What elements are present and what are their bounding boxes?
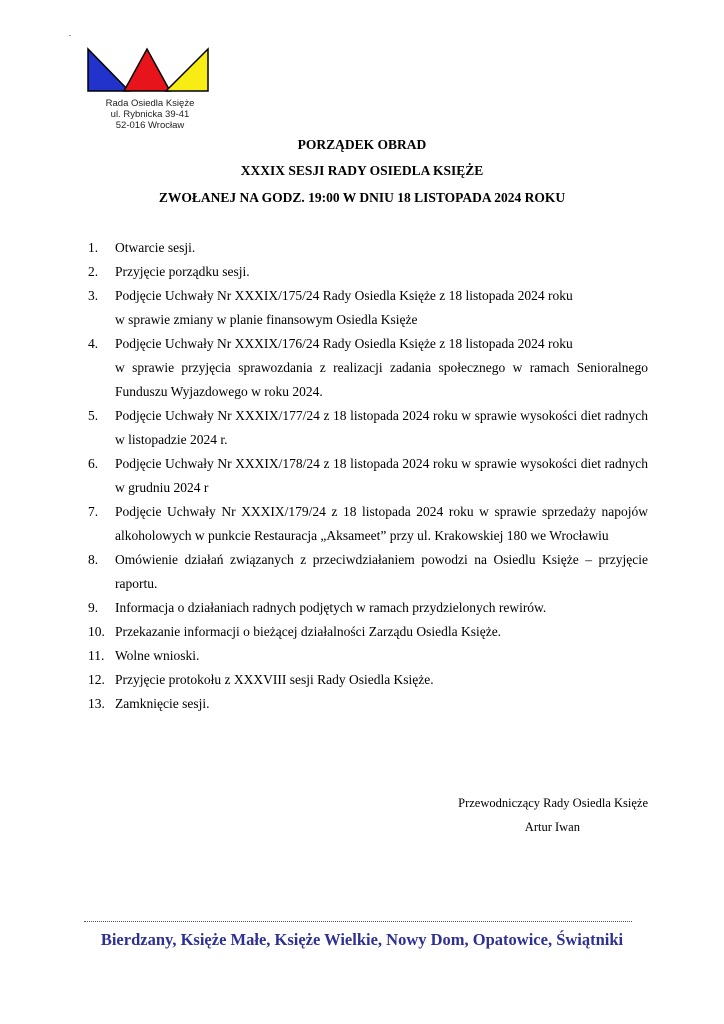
footer-divider [84, 921, 632, 922]
signature-name: Artur Iwan [524, 820, 580, 834]
signature-role: Przewodniczący Rady Osiedla Księże [458, 796, 648, 810]
agenda-item-text: Podjęcie Uchwały Nr XXXIX/177/24 z 18 listopada 2024 roku w sprawie wysokości diet radnych w listopadzie 2024 r. [115, 408, 648, 447]
agenda-item [88, 596, 648, 620]
agenda-item [88, 548, 648, 596]
agenda-item-text: Informacja o działaniach radnych podjętych w ramach przydzielonych rewirów. [115, 600, 547, 615]
agenda-item-number: 12. [88, 672, 105, 687]
agenda-item-number: 10. [88, 624, 105, 639]
agenda-item-text: Zamknięcie sesji. [115, 696, 210, 711]
agenda-item-number: 5. [88, 408, 99, 423]
agenda-item-text: Przekazanie informacji o bieżącej działalności Zarządu Osiedla Księże. [115, 624, 502, 639]
signature-block [458, 791, 648, 839]
agenda-item [88, 668, 648, 692]
logo-line-street: ul. Rybnicka 39-41 [110, 109, 190, 120]
agenda-list [88, 236, 648, 716]
agenda-item [88, 500, 648, 548]
agenda-item-text: Podjęcie Uchwały Nr XXXIX/176/24 Rady Osiedla Księże z 18 listopada 2024 roku [115, 336, 573, 351]
agenda-item [88, 692, 648, 716]
logo-line-name: Rada Osiedla Księże [105, 98, 195, 109]
council-logo [86, 43, 214, 141]
document-title: PORZĄDEK OBRAD [297, 137, 427, 152]
agenda-item [88, 620, 648, 644]
agenda-item [88, 260, 648, 284]
agenda-item-number: 8. [88, 552, 99, 567]
agenda-item-text: Otwarcie sesji. [115, 240, 196, 255]
agenda-item-number: 3. [88, 288, 99, 303]
session-title: XXXIX SESJI RADY OSIEDLA KSIĘŻE [240, 163, 484, 178]
agenda-item [88, 332, 648, 404]
agenda-item-number: 4. [88, 336, 99, 351]
agenda-item [88, 452, 648, 500]
logo-triangles-icon [86, 43, 214, 99]
agenda-item-text: Podjęcie Uchwały Nr XXXIX/179/24 z 18 listopada 2024 roku w sprawie sprzedaży napojów alkoholowych w punkcie Restauracja „Aksameet” przy ul. Krakowskiej 180 we Wrocławiu [115, 504, 648, 543]
agenda-item [88, 284, 648, 332]
agenda-item-number: 1. [88, 240, 99, 255]
agenda-item-text: Omówienie działań związanych z przeciwdziałaniem powodzi na Osiedlu Księże – przyjęcie raportu. [115, 552, 648, 591]
agenda-item-number: 13. [88, 696, 105, 711]
footer-districts: Bierdzany, Księże Małe, Księże Wielkie, Nowy Dom, Opatowice, Świątniki [100, 930, 624, 949]
logo-address [86, 98, 214, 131]
agenda-item-text: w sprawie zmiany w planie finansowym Osiedla Księże [115, 312, 418, 327]
agenda-item-text: w sprawie przyjęcia sprawozdania z realizacji zadania społecznego w ramach Senioralnego Funduszu Wyjazdowego w roku 2024. [115, 360, 648, 399]
agenda-item-number: 2. [88, 264, 99, 279]
agenda-item [88, 404, 648, 452]
agenda-item-number: 11. [88, 648, 105, 663]
agenda-item-number: 9. [88, 600, 99, 615]
session-date-line: ZWOŁANEJ NA GODZ. 19:00 W DNIU 18 LISTOPADA 2024 ROKU [158, 190, 566, 205]
agenda-item [88, 644, 648, 668]
logo-line-city: 52-016 Wrocław [115, 120, 185, 131]
agenda-item-text: Podjęcie Uchwały Nr XXXIX/175/24 Rady Osiedla Księże z 18 listopada 2024 roku [115, 288, 573, 303]
agenda-item-number: 6. [88, 456, 99, 471]
agenda-item [88, 236, 648, 260]
agenda-item-text: Podjęcie Uchwały Nr XXXIX/178/24 z 18 listopada 2024 roku w sprawie wysokości diet radnych w grudniu 2024 r [115, 456, 648, 495]
agenda-item-text: Wolne wnioski. [115, 648, 200, 663]
agenda-item-number: 7. [88, 504, 99, 519]
agenda-item-text: Przyjęcie porządku sesji. [115, 264, 250, 279]
agenda-item-text: Przyjęcie protokołu z XXXVIII sesji Rady Osiedla Księże. [115, 672, 434, 687]
page-marker: . [69, 29, 71, 38]
